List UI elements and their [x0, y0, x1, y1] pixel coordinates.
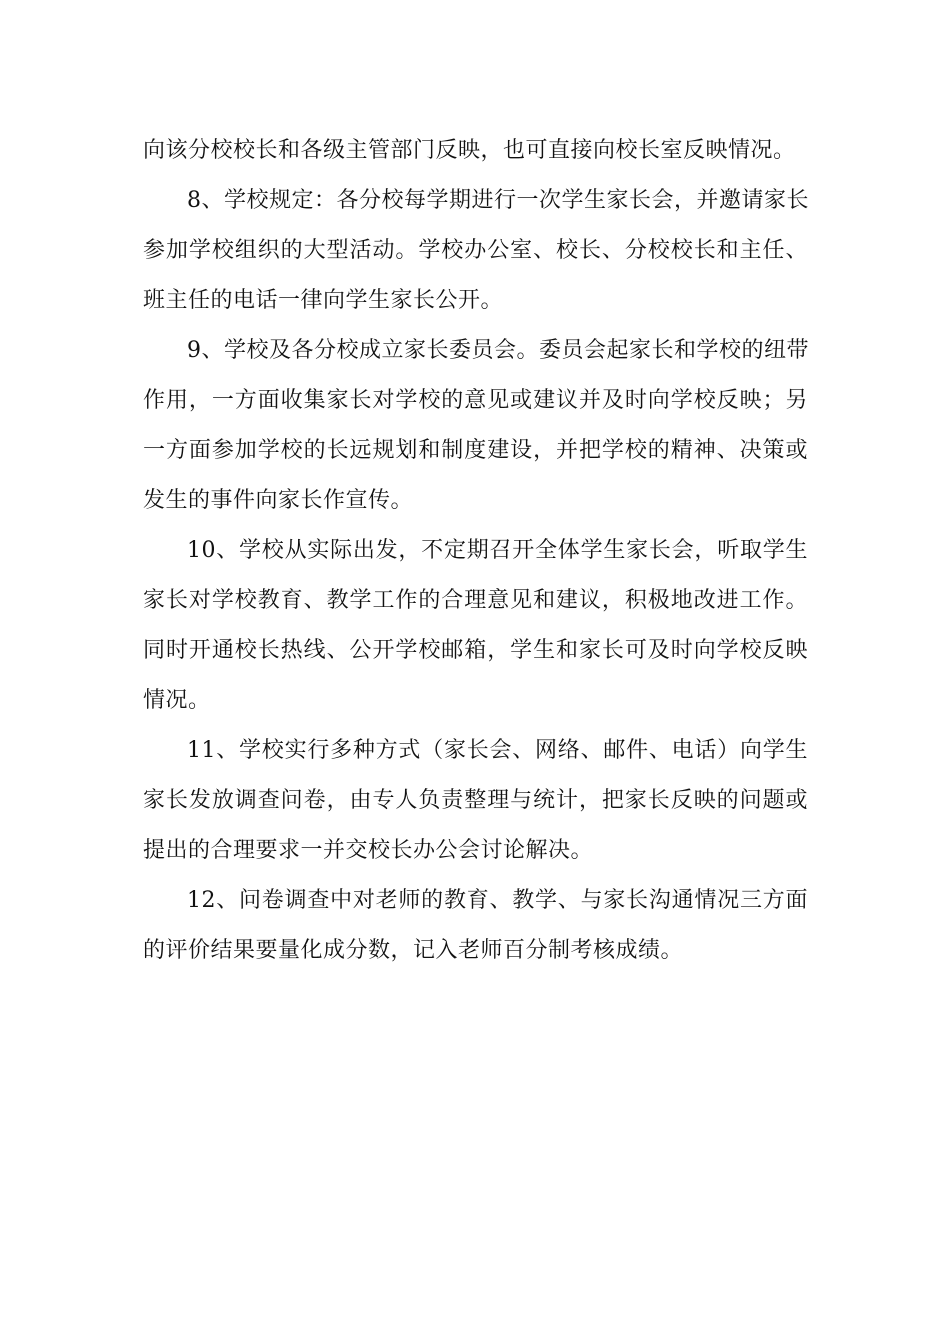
paragraph-text-line: 一方面参加学校的长远规划和制度建设，并把学校的精神、决策或 — [143, 438, 808, 463]
paragraph-text-line: 提出的合理要求一并交校长办公会讨论解决。 — [143, 838, 594, 863]
paragraph-text-line: 参加学校组织的大型活动。学校办公室、校长、分校校长和主任、 — [143, 238, 808, 263]
paragraph-text-line: 发生的事件向家长作宣传。 — [143, 488, 414, 513]
paragraph-text-line: 家长对学校教育、教学工作的合理意见和建议，积极地改进工作。 — [143, 588, 808, 613]
paragraph-text-line: 同时开通校长热线、公开学校邮箱，学生和家长可及时向学校反映 — [143, 638, 808, 663]
paragraph-text-line: 向该分校校长和各级主管部门反映，也可直接向校长室反映情况。 — [143, 138, 796, 163]
paragraph-text-line: 的评价结果要量化成分数，记入老师百分制考核成绩。 — [143, 938, 684, 963]
document-body — [143, 126, 808, 976]
paragraph-text-line: 8、学校规定：各分校每学期进行一次学生家长会，并邀请家长 — [187, 188, 809, 213]
paragraph-text-line: 家长发放调查问卷，由专人负责整理与统计，把家长反映的问题或 — [143, 788, 808, 813]
paragraph-text-line: 10、学校从实际出发，不定期召开全体学生家长会，听取学生 — [187, 538, 808, 563]
paragraph-text-line: 作用，一方面收集家长对学校的意见或建议并及时向学校反映；另 — [143, 388, 808, 413]
paragraph-text-line: 情况。 — [143, 688, 211, 713]
paragraph-text-line: 11、学校实行多种方式（家长会、网络、邮件、电话）向学生 — [187, 738, 808, 763]
paragraph-text-line: 班主任的电话一律向学生家长公开。 — [143, 288, 504, 313]
paragraph-text-line: 12、问卷调查中对老师的教育、教学、与家长沟通情况三方面 — [187, 888, 808, 913]
paragraph-text-line: 9、学校及各分校成立家长委员会。委员会起家长和学校的纽带 — [187, 338, 809, 363]
